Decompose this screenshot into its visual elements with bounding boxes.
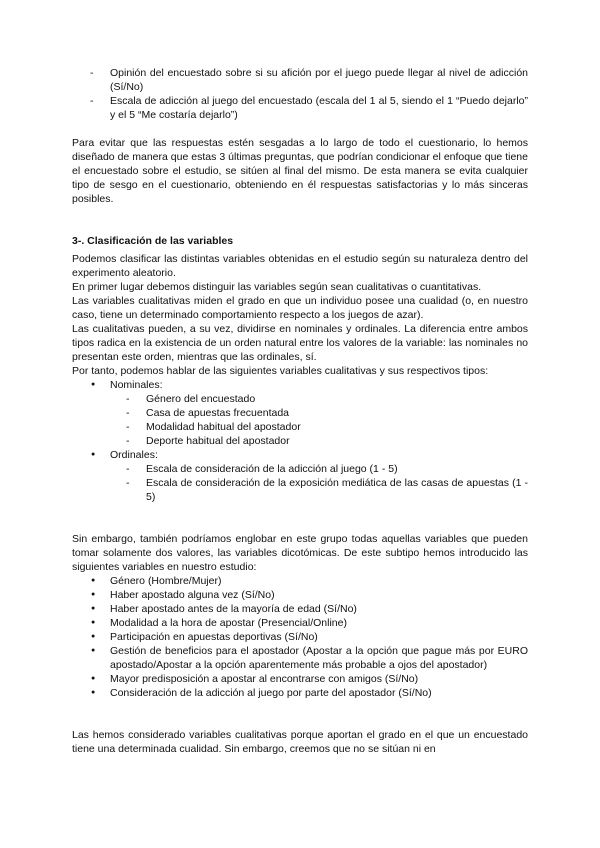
paragraph: Las cualitativas pueden, a su vez, dividirse en nominales y ordinales. La diferencia entre ambos tipos radica en la existencia de un orden natural entre los valores de la variable: las nominales no presentan este orden, mientras que las ordinales, sí. xyxy=(72,323,528,363)
paragraph-bias: Para evitar que las respuestas estén sesgadas a lo largo de todo el cuestionario, lo hemos diseñado de manera que estas 3 últimas preguntas, que podrían condicionar el enfoque que tiene el encuestado sobre el estudio, se sitúen al final del mismo. De esta manera se evita cualquier tipo de sesgo en el cuestionario, obteniendo en él respuestas satisfactorias y lo más sinceras posibles. xyxy=(72,137,528,205)
paragraph-final: Las hemos considerado variables cualitativas porque aportan el grado en el que un encuestado tiene una determinada cualidad. Sin embargo, creemos que no se sitúan ni en xyxy=(72,729,528,755)
list-item: - Género del encuestado xyxy=(72,392,528,406)
list-item: ● Modalidad a la hora de apostar (Presencial/Online) xyxy=(72,616,528,630)
nominales-label: Nominales: xyxy=(110,379,163,391)
paragraph: En primer lugar debemos distinguir las variables según sean cualitativas o cuantitativas. xyxy=(72,281,482,293)
list-item-ordinales xyxy=(72,448,528,462)
paragraph: Podemos clasificar las distintas variables obtenidas en el estudio según su naturaleza dentro del experimento aleatorio. xyxy=(72,253,528,279)
ordinales-list xyxy=(72,462,528,504)
variable-type-list-2 xyxy=(72,448,528,462)
document-page xyxy=(72,66,528,756)
paragraph-dicotomicas: Sin embargo, también podríamos englobar en este grupo todas aquellas variables que pueden tomar solamente dos valores, las variables dicotómicas. De este subtipo hemos introducido las siguientes variables en nuestro estudio: xyxy=(72,533,528,573)
list-item-nominales xyxy=(72,378,528,392)
dicotomicas-list xyxy=(72,574,528,700)
paragraph: Las variables cualitativas miden el grado en que un individuo posee una cualidad (o, en nuestro caso, tiene un determinado comportamiento respecto a los juegos de azar). xyxy=(72,295,528,321)
list-item: ● Gestión de beneficios para el apostador (Apostar a la opción que pague más por EURO apostado/Apostar a la opción aparentemente más probable a ojos del apostador) xyxy=(72,644,528,672)
list-item: ● Participación en apuestas deportivas (Sí/No) xyxy=(72,630,528,644)
variable-type-list xyxy=(72,378,528,392)
list-item: - Escala de consideración de la adicción al juego (1 - 5) xyxy=(72,462,528,476)
list-item: ● Género (Hombre/Mujer) xyxy=(72,574,528,588)
paragraph: Por tanto, podemos hablar de las siguientes variables cualitativas y sus respectivos tipos: xyxy=(72,365,489,377)
list-item: ● Consideración de la adicción al juego por parte del apostador (Sí/No) xyxy=(72,686,528,700)
list-item: - Modalidad habitual del apostador xyxy=(72,420,528,434)
list-item: - Casa de apuestas frecuentada xyxy=(72,406,528,420)
list-item: ● Haber apostado antes de la mayoría de edad (Sí/No) xyxy=(72,602,528,616)
list-item: - Deporte habitual del apostador xyxy=(72,434,528,448)
section-heading: 3-. Clasificación de las variables xyxy=(72,235,234,247)
list-item: ● Haber apostado alguna vez (Sí/No) xyxy=(72,588,528,602)
intro-list xyxy=(72,66,528,122)
list-item: - Escala de consideración de la exposición mediática de las casas de apuestas (1 - 5) xyxy=(72,476,528,504)
list-item: ● Mayor predisposición a apostar al encontrarse con amigos (Sí/No) xyxy=(72,672,528,686)
list-item: - Opinión del encuestado sobre si su afición por el juego puede llegar al nivel de adicción (Sí/No) xyxy=(72,66,528,94)
nominales-list xyxy=(72,392,528,448)
list-item: - Escala de adicción al juego del encuestado (escala del 1 al 5, siendo el 1 “Puedo dejarlo” y el 5 “Me costaría dejarlo”) xyxy=(72,94,528,122)
ordinales-label: Ordinales: xyxy=(110,449,158,461)
